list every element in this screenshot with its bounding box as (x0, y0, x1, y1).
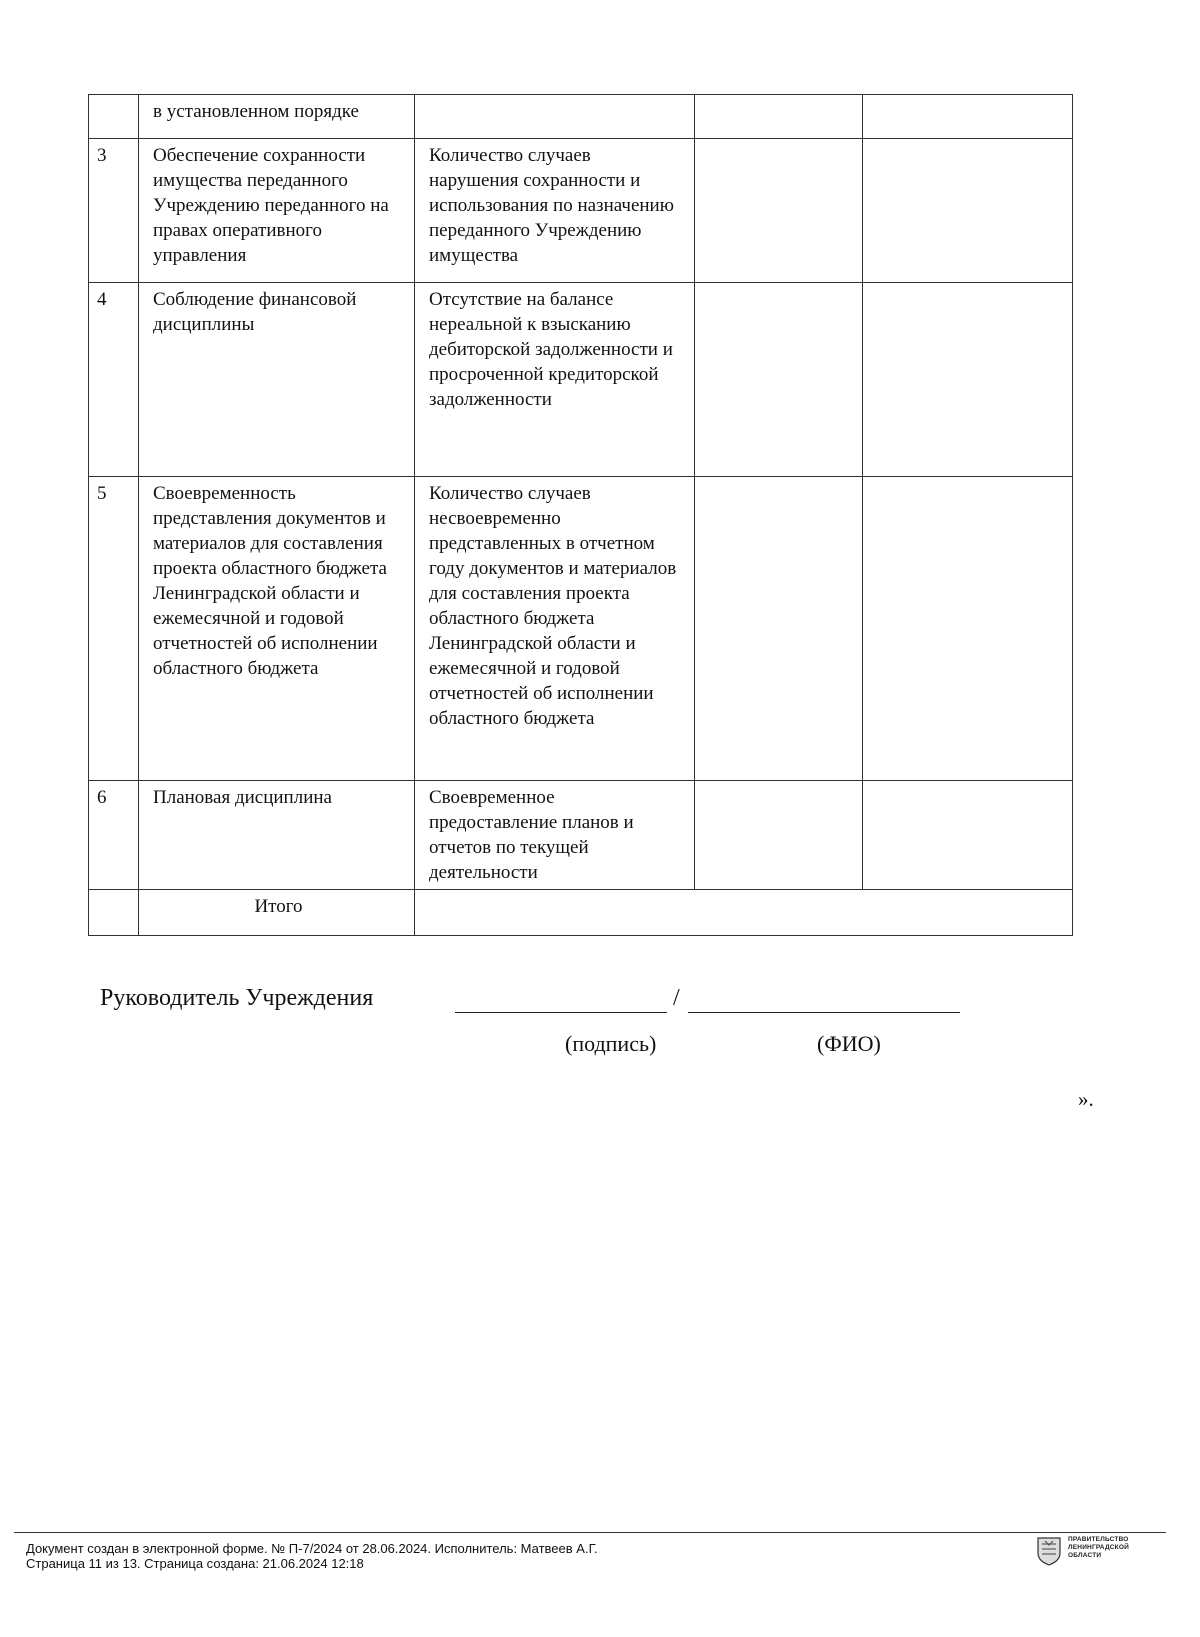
criterion-indicator: Своевременное предоставление планов и отчетов по текущей деятельности (415, 781, 695, 890)
logo-line: ЛЕНИНГРАДСКОЙ (1068, 1544, 1129, 1551)
document-footer (26, 1541, 598, 1571)
criterion-name: в установленном порядке (139, 95, 415, 139)
total-row (89, 890, 1073, 936)
criterion-value-cell (695, 781, 863, 890)
criterion-name: Плановая дисциплина (139, 781, 415, 890)
logo-line: ОБЛАСТИ (1068, 1552, 1102, 1559)
coat-of-arms-icon (1036, 1536, 1062, 1566)
total-label: Итого (139, 890, 415, 936)
footer-divider (14, 1532, 1166, 1533)
criterion-indicator (415, 95, 695, 139)
criterion-value-cell (695, 283, 863, 477)
criterion-value-cell (695, 95, 863, 139)
table-row (89, 477, 1073, 781)
row-number (89, 95, 139, 139)
criterion-indicator: Количество случаев нарушения сохранности и использования по назначению переданного Учреждению имущества (415, 139, 695, 283)
criteria-table (88, 94, 1073, 936)
signature-line (455, 1012, 667, 1013)
criterion-score-cell (863, 781, 1073, 890)
total-number-cell (89, 890, 139, 936)
logo-line: ПРАВИТЕЛЬСТВО (1068, 1536, 1129, 1543)
criterion-score-cell (863, 95, 1073, 139)
table-row (89, 781, 1073, 890)
name-hint: (ФИО) (817, 1031, 881, 1056)
criterion-name: Своевременность представления документов и материалов для составления проекта областного бюджета Ленинградской области и ежемесячной и годовой отчетностей об исполнении областного бюджета (139, 477, 415, 781)
table-row (89, 95, 1073, 139)
criterion-score-cell (863, 477, 1073, 781)
criterion-value-cell (695, 139, 863, 283)
row-number: 5 (89, 477, 139, 781)
criterion-score-cell (863, 139, 1073, 283)
criterion-name: Соблюдение финансовой дисциплины (139, 283, 415, 477)
criterion-value-cell (695, 477, 863, 781)
row-number: 4 (89, 283, 139, 477)
closing-quote: ». (1078, 1087, 1094, 1111)
name-line (688, 1012, 960, 1013)
criterion-score-cell (863, 283, 1073, 477)
criterion-name: Обеспечение сохранности имущества переданного Учреждению переданного на правах оперативного управления (139, 139, 415, 283)
criterion-indicator: Количество случаев несвоевременно представленных в отчетном году документов и материалов для составления проекта областного бюджета Ленинградской области и ежемесячной и годовой отчетностей об исполнении областного бюджета (415, 477, 695, 781)
total-value-cell (415, 890, 1073, 936)
row-number: 3 (89, 139, 139, 283)
footer-page-info: Страница 11 из 13. Страница создана: 21.06.2024 12:18 (26, 1556, 364, 1571)
table-row (89, 283, 1073, 477)
row-number: 6 (89, 781, 139, 890)
signature-title: Руководитель Учреждения (100, 985, 374, 1011)
table-row (89, 139, 1073, 283)
government-logo-text (1068, 1536, 1129, 1560)
footer-document-info: Документ создан в электронной форме. № П-7/2024 от 28.06.2024. Исполнитель: Матвеев А.Г. (26, 1541, 598, 1556)
signature-slash: / (673, 985, 680, 1011)
criterion-indicator: Отсутствие на балансе нереальной к взысканию дебиторской задолженности и просроченной кредиторской задолженности (415, 283, 695, 477)
signature-hint: (подпись) (565, 1031, 657, 1056)
